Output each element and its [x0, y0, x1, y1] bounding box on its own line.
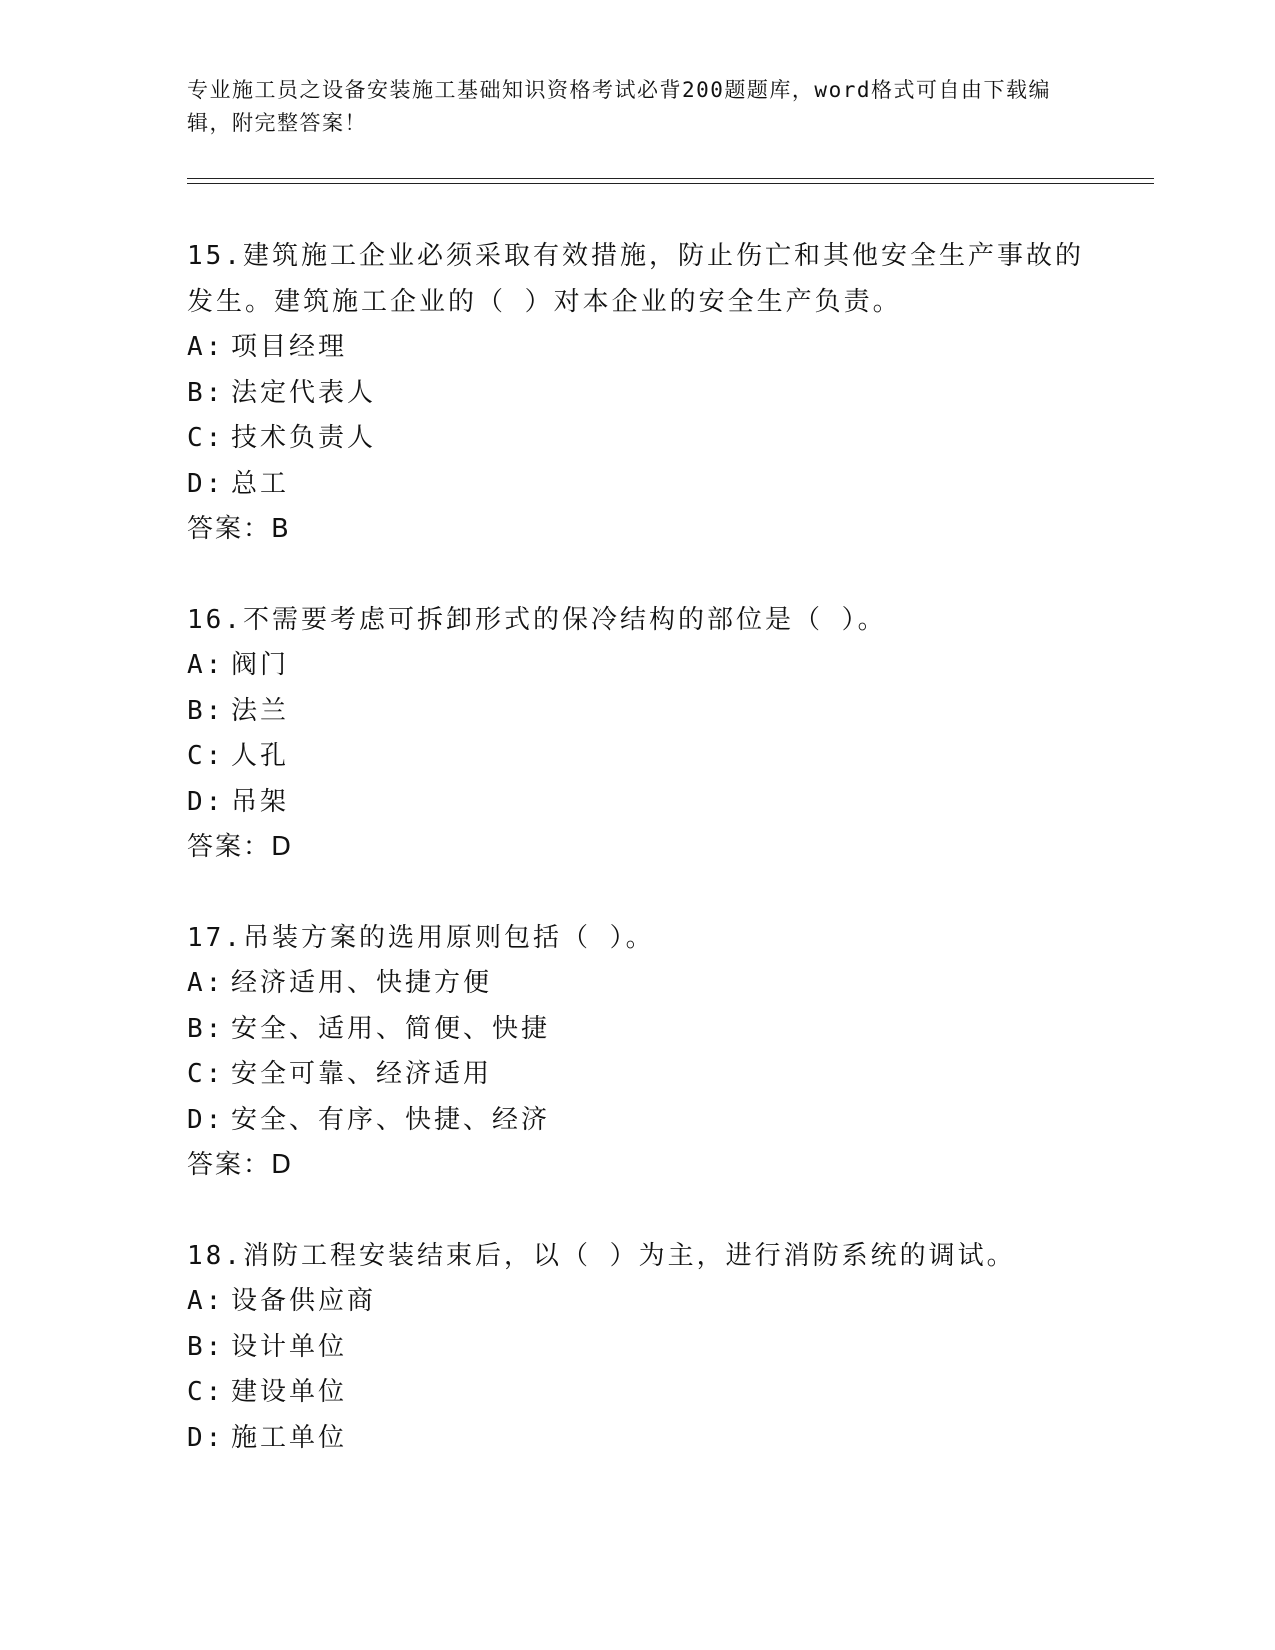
option-label: C:: [187, 1059, 225, 1089]
option-b: [187, 689, 1087, 735]
option-label: B:: [187, 695, 225, 726]
question-stem: 15.建筑施工企业必须采取有效措施，防止伤亡和其他安全生产事故的发生。建筑施工企业的（ ）对本企业的安全生产负责。: [187, 241, 1084, 317]
option-b: [187, 1007, 1087, 1053]
answer-line: 答案：D: [187, 1150, 294, 1180]
question-18: [187, 1233, 1087, 1461]
question-stem: 17.吊装方案的选用原则包括（ ）。: [187, 923, 655, 953]
option-text: 总工: [231, 468, 290, 499]
option-text: 施工单位: [231, 1422, 348, 1453]
option-c: [187, 416, 1087, 462]
question-stem: 18.消防工程安装结束后，以（ ）为主，进行消防系统的调试。: [187, 1241, 1016, 1271]
question-16: [187, 597, 1087, 871]
option-text: 法定代表人: [231, 377, 377, 408]
option-label: C:: [187, 423, 225, 453]
option-text: 项目经理: [231, 332, 348, 362]
option-label: D:: [187, 1104, 225, 1135]
option-label: D:: [187, 786, 225, 817]
option-text: 法兰: [231, 695, 290, 726]
option-label: C:: [187, 1377, 225, 1407]
option-c: [187, 1370, 1087, 1416]
answer-line: 答案：B: [187, 514, 291, 544]
question-15: [187, 233, 1087, 553]
option-a: [187, 643, 1087, 689]
option-text: 安全、适用、简便、快捷: [231, 1013, 551, 1044]
header-divider-bottom: [187, 183, 1154, 184]
option-c: [187, 1052, 1087, 1098]
option-d: [187, 780, 1087, 826]
option-a: [187, 1279, 1087, 1325]
option-text: 吊架: [231, 786, 290, 817]
option-label: B:: [187, 1331, 225, 1362]
option-text: 设计单位: [231, 1331, 348, 1362]
option-text: 经济适用、快捷方便: [231, 968, 493, 998]
option-label: A:: [187, 650, 225, 680]
option-label: B:: [187, 1013, 225, 1044]
option-a: [187, 961, 1087, 1007]
option-c: [187, 734, 1087, 780]
option-text: 阀门: [231, 650, 290, 680]
option-text: 建设单位: [231, 1377, 348, 1407]
option-label: B:: [187, 377, 225, 408]
question-17: [187, 915, 1087, 1189]
option-text: 技术负责人: [231, 423, 377, 453]
question-stem: 16.不需要考虑可拆卸形式的保冷结构的部位是（ ）。: [187, 605, 887, 635]
option-text: 设备供应商: [231, 1286, 377, 1316]
header-divider-top: [187, 178, 1154, 179]
option-a: [187, 325, 1087, 371]
answer-line: 答案：D: [187, 832, 294, 862]
option-label: D:: [187, 1422, 225, 1453]
option-d: [187, 462, 1087, 508]
option-label: D:: [187, 468, 225, 499]
option-d: [187, 1098, 1087, 1144]
option-text: 人孔: [231, 741, 290, 771]
option-text: 安全可靠、经济适用: [231, 1059, 493, 1089]
option-b: [187, 1325, 1087, 1371]
option-label: A:: [187, 968, 225, 998]
option-label: A:: [187, 332, 225, 362]
option-label: C:: [187, 741, 225, 771]
option-label: A:: [187, 1286, 225, 1316]
option-d: [187, 1416, 1087, 1462]
document-header-title: 专业施工员之设备安装施工基础知识资格考试必背200题题库，word格式可自由下载编辑，附完整答案！: [187, 78, 1051, 135]
option-b: [187, 371, 1087, 417]
option-text: 安全、有序、快捷、经济: [231, 1104, 551, 1135]
